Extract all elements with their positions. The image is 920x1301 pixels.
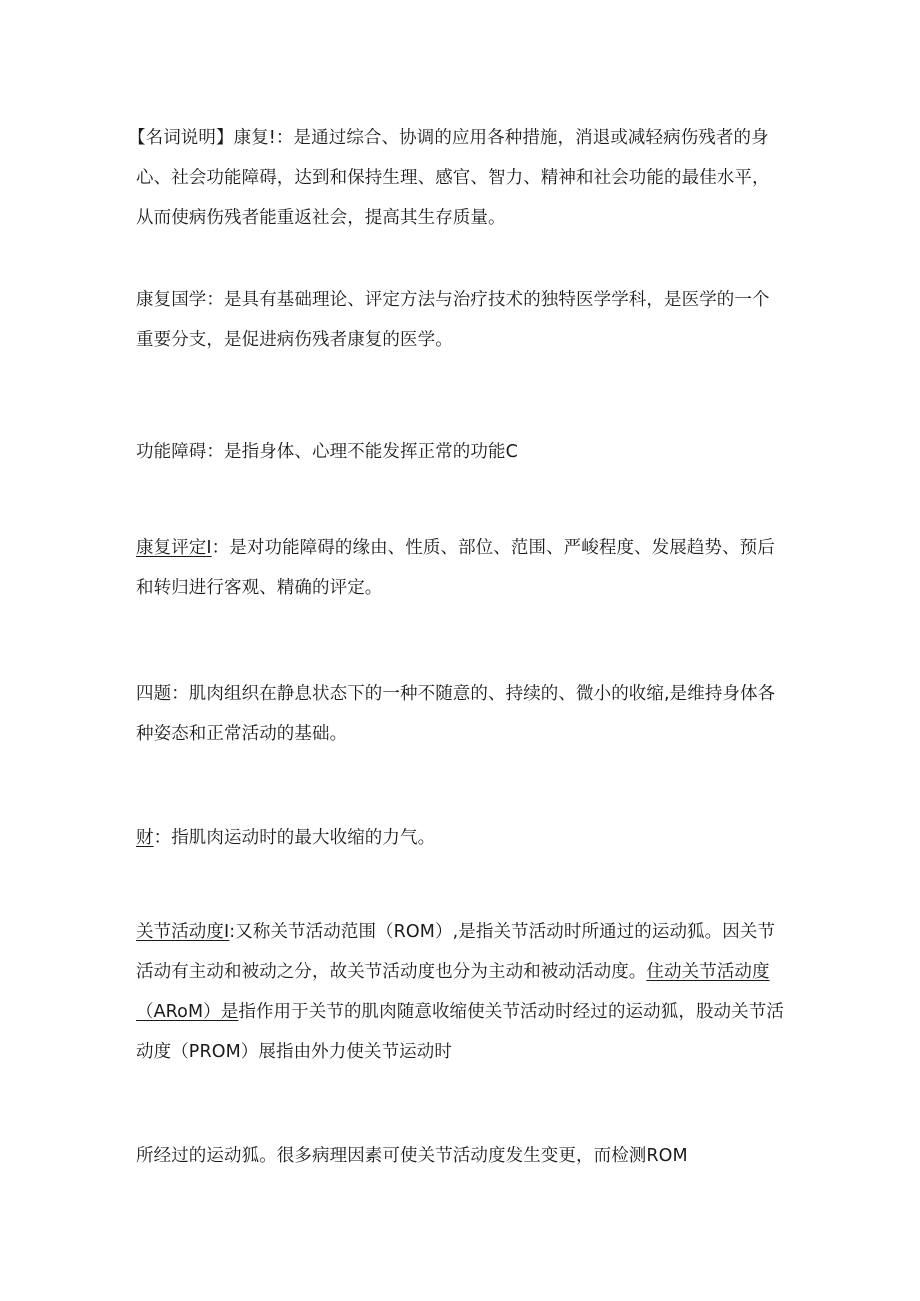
paragraph-dysfunction (136, 432, 786, 472)
term-active-range-of-motion: 住动关节活动度（ARoM）是 (136, 962, 770, 1022)
term-rehabilitation-medicine: 康复国学 (136, 290, 207, 310)
definition-range-of-motion-c: 指作用于关节的肌肉随意收缩使关节活动时经过的运动狐，股动关节活动度（PROM）展指由外力使关节运动时 (136, 1002, 784, 1062)
paragraph-rehabilitation (128, 118, 786, 238)
definition-rehabilitation: ：是通过综合、协调的应用各种措施，消退或减轻病伤残者的身心、社会功能障碍，达到和保持生理、感官、智力、精神和社会功能的最佳水平，从而使病伤残者能重返社会，提高其生存质量。 (136, 128, 770, 228)
definition-range-of-motion-a: :又称关节活动范围（ROM）,是指关节活动时所通过的运动狐。因关节活动有主动和被动之分，故关节活动度也分为主动和被动活动度。 (136, 922, 776, 982)
term-range-of-motion: 关节活动度I (136, 922, 230, 942)
term-muscle-strength: 财 (136, 828, 154, 848)
paragraph-continuation (136, 1136, 786, 1176)
paragraph-rehabilitation-assessment (136, 528, 786, 608)
term-muscle-tone: 四题 (136, 684, 172, 704)
definition-rehabilitation-medicine: ：是具有基础理论、评定方法与治疗技术的独特医学学科，是医学的一个重要分支，是促进病伤残者康复的医学。 (136, 290, 770, 350)
definition-muscle-strength: ：指肌肉运动时的最大收缩的力气。 (153, 828, 436, 848)
paragraph-range-of-motion (136, 912, 786, 1072)
term-rehabilitation: 【名词说明】康复! (128, 128, 276, 148)
definition-muscle-tone: ：肌肉组织在静息状态下的一种不随意的、持续的、微小的收缩,是维持身体各种姿态和正常活动的基础。 (136, 684, 776, 744)
paragraph-muscle-strength (136, 818, 786, 858)
paragraph-muscle-tone (136, 674, 786, 754)
paragraph-rehabilitation-medicine (136, 280, 786, 360)
definition-rehabilitation-assessment: ：是对功能障碍的缘由、性质、部位、范围、严峻程度、发展趋势、预后和转归进行客观、精确的评定。 (136, 538, 775, 598)
definition-dysfunction: ：是指身体、心理不能发挥正常的功能C (206, 442, 518, 462)
continuation-text: 所经过的运动狐。很多病理因素可使关节活动度发生变更，而检测ROM (136, 1146, 688, 1166)
term-rehabilitation-assessment: 康复评定I (136, 538, 212, 558)
term-dysfunction: 功能障碍 (136, 442, 207, 462)
